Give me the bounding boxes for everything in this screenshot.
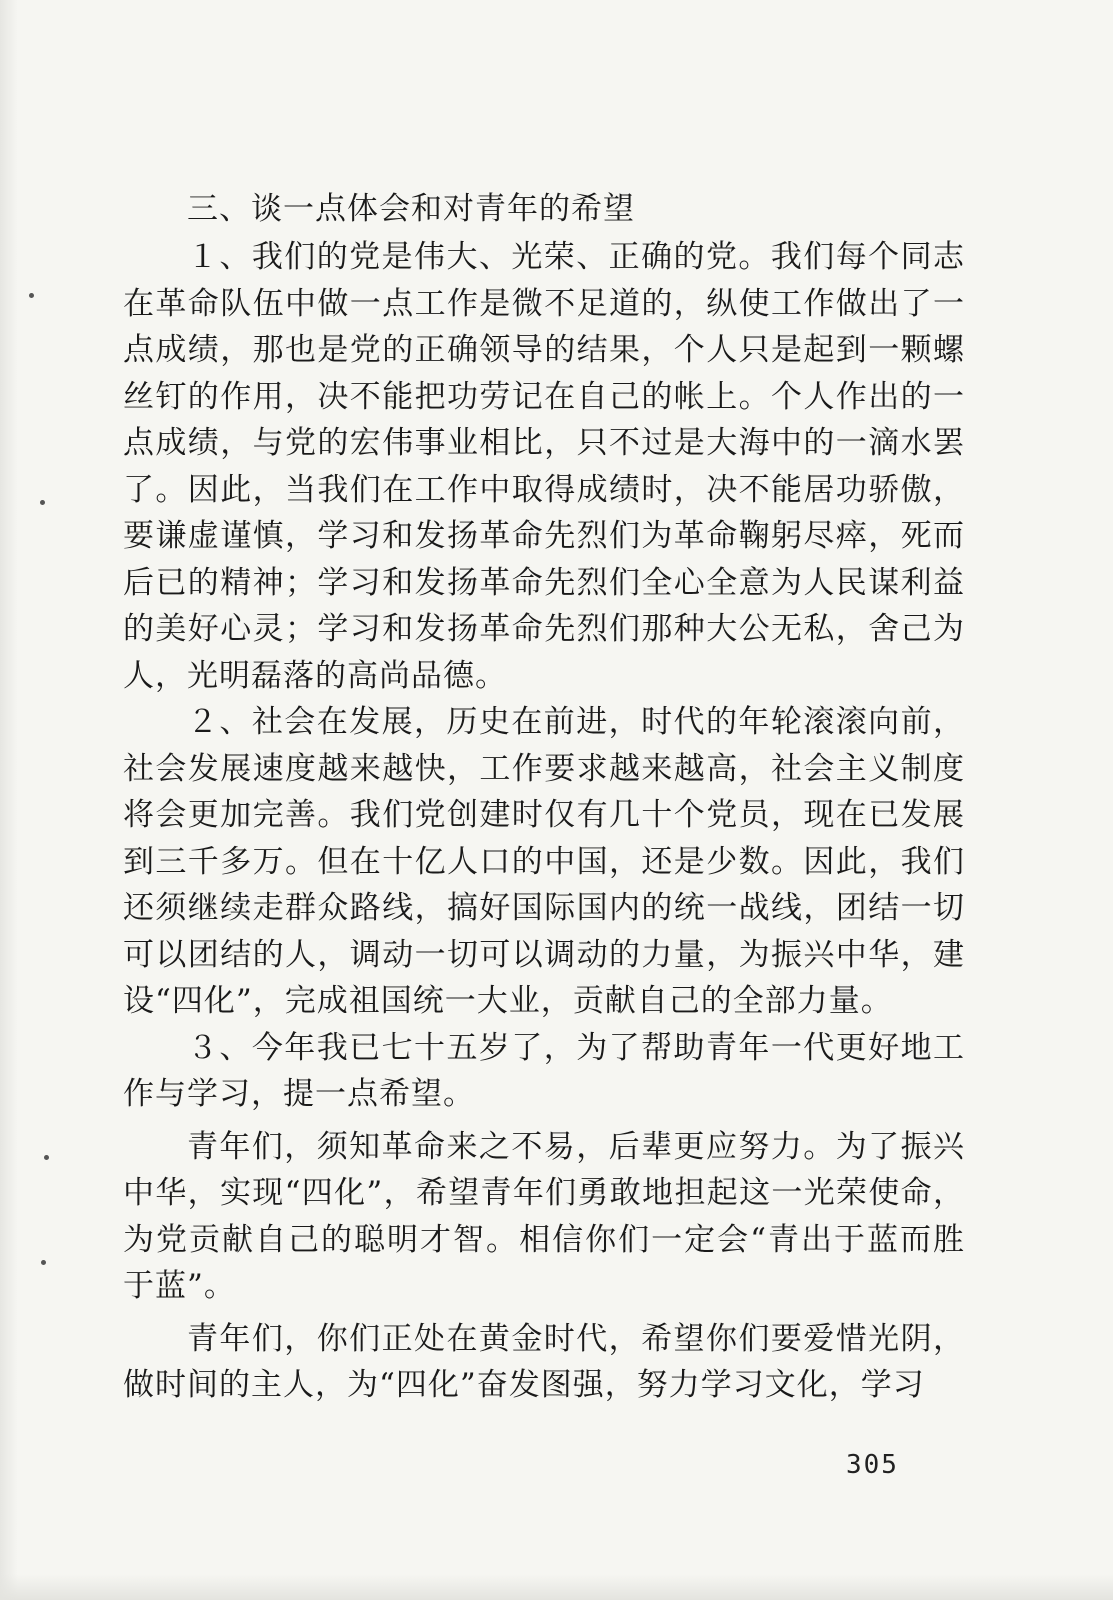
paragraph-5: 青年们，你们正处在黄金时代，希望你们要爱惜光阴，做时间的主人，为“四化”奋发图强，努力学习文化，学习 [123, 1320, 965, 1403]
page-number: 305 [846, 1450, 899, 1480]
scan-speck [40, 500, 45, 505]
section-heading: 三、谈一点体会和对青年的希望 [187, 191, 635, 227]
body-text [123, 186, 965, 1409]
scan-speck [29, 293, 34, 298]
paragraph-1: １、我们的党是伟大、光荣、正确的党。我们每个同志在革命队伍中做一点工作是微不足道的，纵使工作做出了一点成绩，那也是党的正确领导的结果，个人只是起到一颗螺丝钉的作用，决不能把功劳记在自己的帐上。个人作出的一点成绩，与党的宏伟事业相比，只不过是大海中的一滴水罢了。因此，当我们在工作中取得成绩时，决不能居功骄傲，要谦虚谨慎，学习和发扬革命先烈们为革命鞠躬尽瘁，死而后已的精神；学习和发扬革命先烈们全心全意为人民谋利益的美好心灵；学习和发扬革命先烈们那种大公无私，舍己为人，光明磊落的高尚品德。 [123, 239, 965, 694]
page-edge-shadow-bottom [0, 1574, 1113, 1600]
paragraph-3: ３、今年我已七十五岁了，为了帮助青年一代更好地工作与学习，提一点希望。 [123, 1029, 965, 1112]
scan-speck [41, 1260, 46, 1265]
paragraph-4: 青年们，须知革命来之不易，后辈更应努力。为了振兴中华，实现“四化”，希望青年们勇敢地担起这一光荣使命，为党贡献自己的聪明才智。相信你们一定会“青出于蓝而胜于蓝”。 [123, 1128, 965, 1304]
page-edge-shadow-left [0, 0, 18, 1600]
paragraph-2: ２、社会在发展，历史在前进，时代的年轮滚滚向前，社会发展速度越来越快，工作要求越来越高，社会主义制度将会更加完善。我们党创建时仅有几十个党员，现在已发展到三千多万。但在十亿人口的中国，还是少数。因此，我们还须继续走群众路线，搞好国际国内的统一战线，团结一切可以团结的人，调动一切可以调动的力量，为振兴中华，建设“四化”，完成祖国统一大业，贡献自己的全部力量。 [123, 704, 965, 1019]
scan-speck [44, 1155, 49, 1160]
